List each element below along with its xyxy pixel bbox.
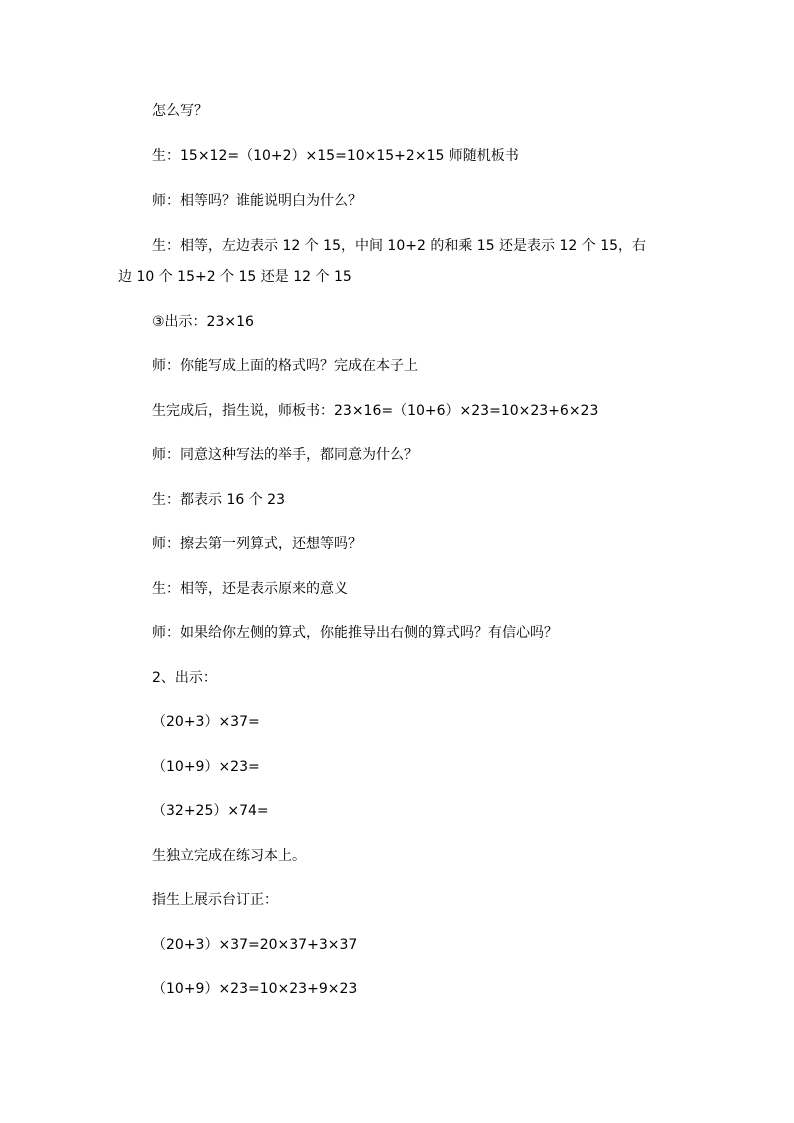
text-line: 师：你能写成上面的格式吗？完成在本子上 xyxy=(152,358,418,374)
text-line: 师：如果给你左侧的算式，你能推导出右侧的算式吗？有信心吗？ xyxy=(152,625,558,641)
formula-line: （20+3）×37=20×37+3×37 xyxy=(152,937,358,953)
text-line: 师：相等吗？谁能说明白为什么？ xyxy=(152,193,362,209)
text-line: 2、出示： xyxy=(152,670,217,686)
formula-line: （10+9）×23=10×23+9×23 xyxy=(152,981,358,997)
text-line: 生完成后，指生说，师板书：23×16=（10+6）×23=10×23+6×23 xyxy=(152,403,599,419)
text-line: 师：同意这种写法的举手，都同意为什么？ xyxy=(152,447,418,463)
text-line: 生：都表示 16 个 23 xyxy=(152,492,285,508)
formula-line: （20+3）×37= xyxy=(152,714,260,730)
text-line: 生：15×12=（10+2）×15=10×15+2×15 师随机板书 xyxy=(152,148,519,164)
text-line-continuation: 边 10 个 15+2 个 15 还是 12 个 15 xyxy=(118,269,352,285)
text-line: 指生上展示台订正： xyxy=(152,892,278,908)
formula-line: （32+25）×74= xyxy=(152,803,269,819)
text-line: 怎么写？ xyxy=(152,103,208,119)
text-line: 生：相等，左边表示 12 个 15，中间 10+2 的和乘 15 还是表示 12 个 15，右 xyxy=(152,238,647,254)
text-line: 师：擦去第一列算式，还想等吗？ xyxy=(152,536,362,552)
text-line: 生：相等，还是表示原来的意义 xyxy=(152,581,348,597)
formula-line: （10+9）×23= xyxy=(152,759,260,775)
text-line: 生独立完成在练习本上。 xyxy=(152,848,306,864)
text-line: ③出示：23×16 xyxy=(152,314,254,330)
